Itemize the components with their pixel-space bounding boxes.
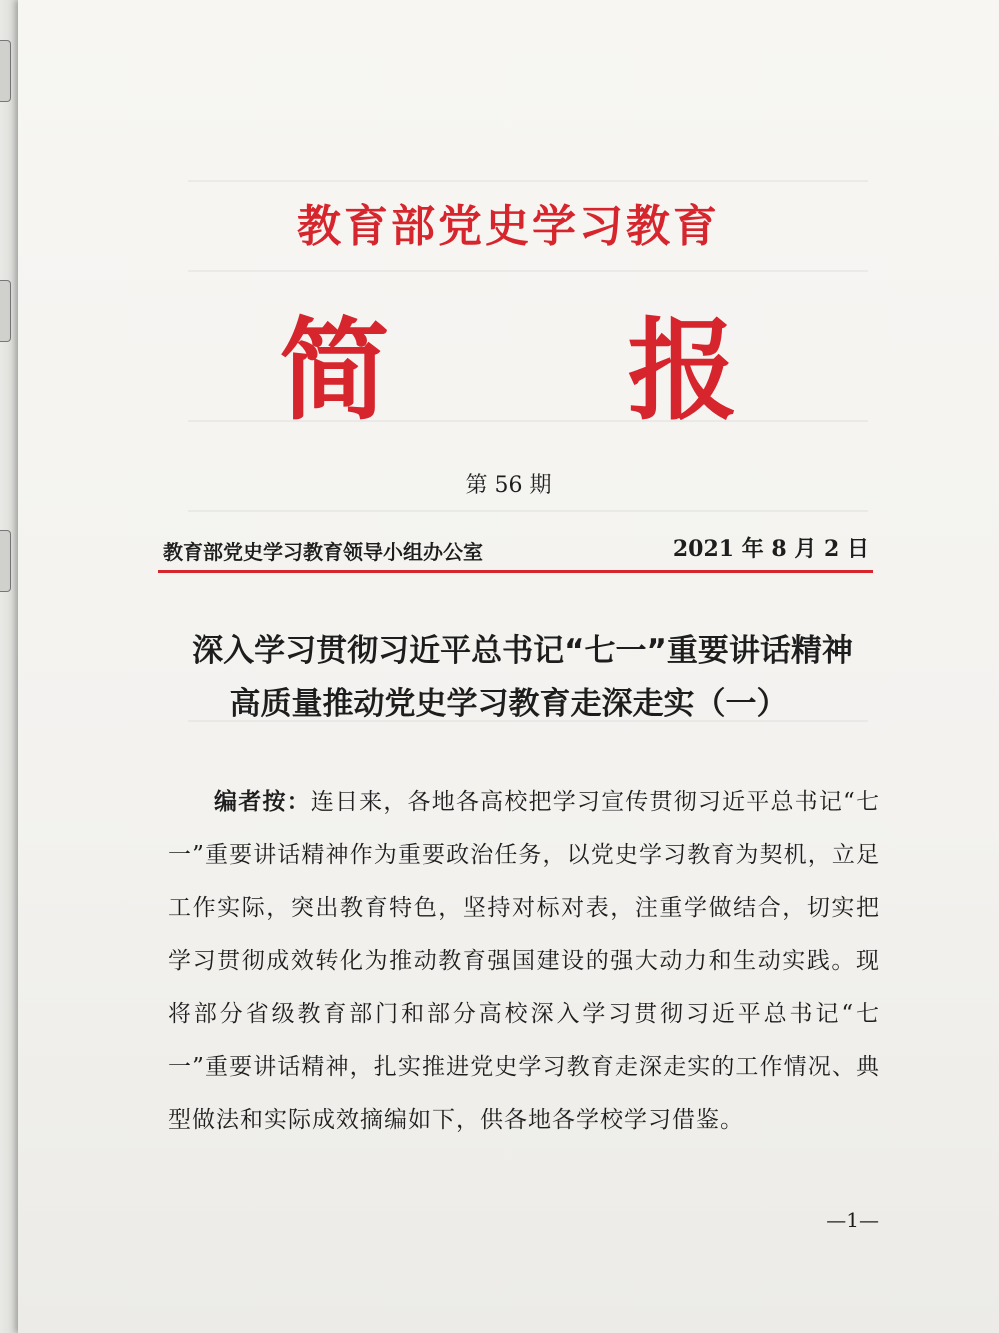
masthead-title: 简 报: [279, 306, 838, 435]
editor-note-text: 连日来，各地各高校把学习宣传贯彻习近平总书记“七一”重要讲话精神作为重要政治任务，以党史学习教育为契机，立足工作实际，突出教育特色，坚持对标对表，注重学做结合，切实把学习贯彻成效转化为推动教育强国建设的强大动力和生动实践。现将部分省级教育部门和部分高校深入学习贯彻习近平总书记“七一”重要讲话精神，扎实推进党史学习教育走深走实的工作情况、典型做法和实际成效摘编如下，供各地各学校学习借鉴。: [168, 789, 880, 1133]
issue-info-row: [163, 536, 869, 572]
issue-number: 第 56 期: [465, 473, 552, 498]
masthead-organization: 教育部党史学习教育: [297, 201, 720, 252]
show-through-text: [188, 270, 868, 272]
editor-note: [168, 776, 880, 1147]
show-through-text: [188, 510, 868, 512]
editor-note-label: 编者按：: [214, 789, 311, 815]
red-separator-rule: [158, 570, 873, 573]
headline-line-2: 高质量推动党史学习教育走深走实（一）: [229, 686, 788, 722]
page-number: —1—: [826, 1208, 879, 1232]
binder-tab: [0, 530, 11, 592]
show-through-text: [188, 180, 868, 182]
issue-date: 2021 年 8 月 2 日: [672, 536, 869, 562]
issuing-office: 教育部党史学习教育领导小组办公室: [163, 540, 483, 564]
bulletin-page: [18, 0, 999, 1333]
headline-line-1: 深入学习贯彻习近平总书记“七一”重要讲话精神: [192, 633, 853, 669]
binder-tab: [0, 40, 11, 102]
binder-tab: [0, 280, 11, 342]
